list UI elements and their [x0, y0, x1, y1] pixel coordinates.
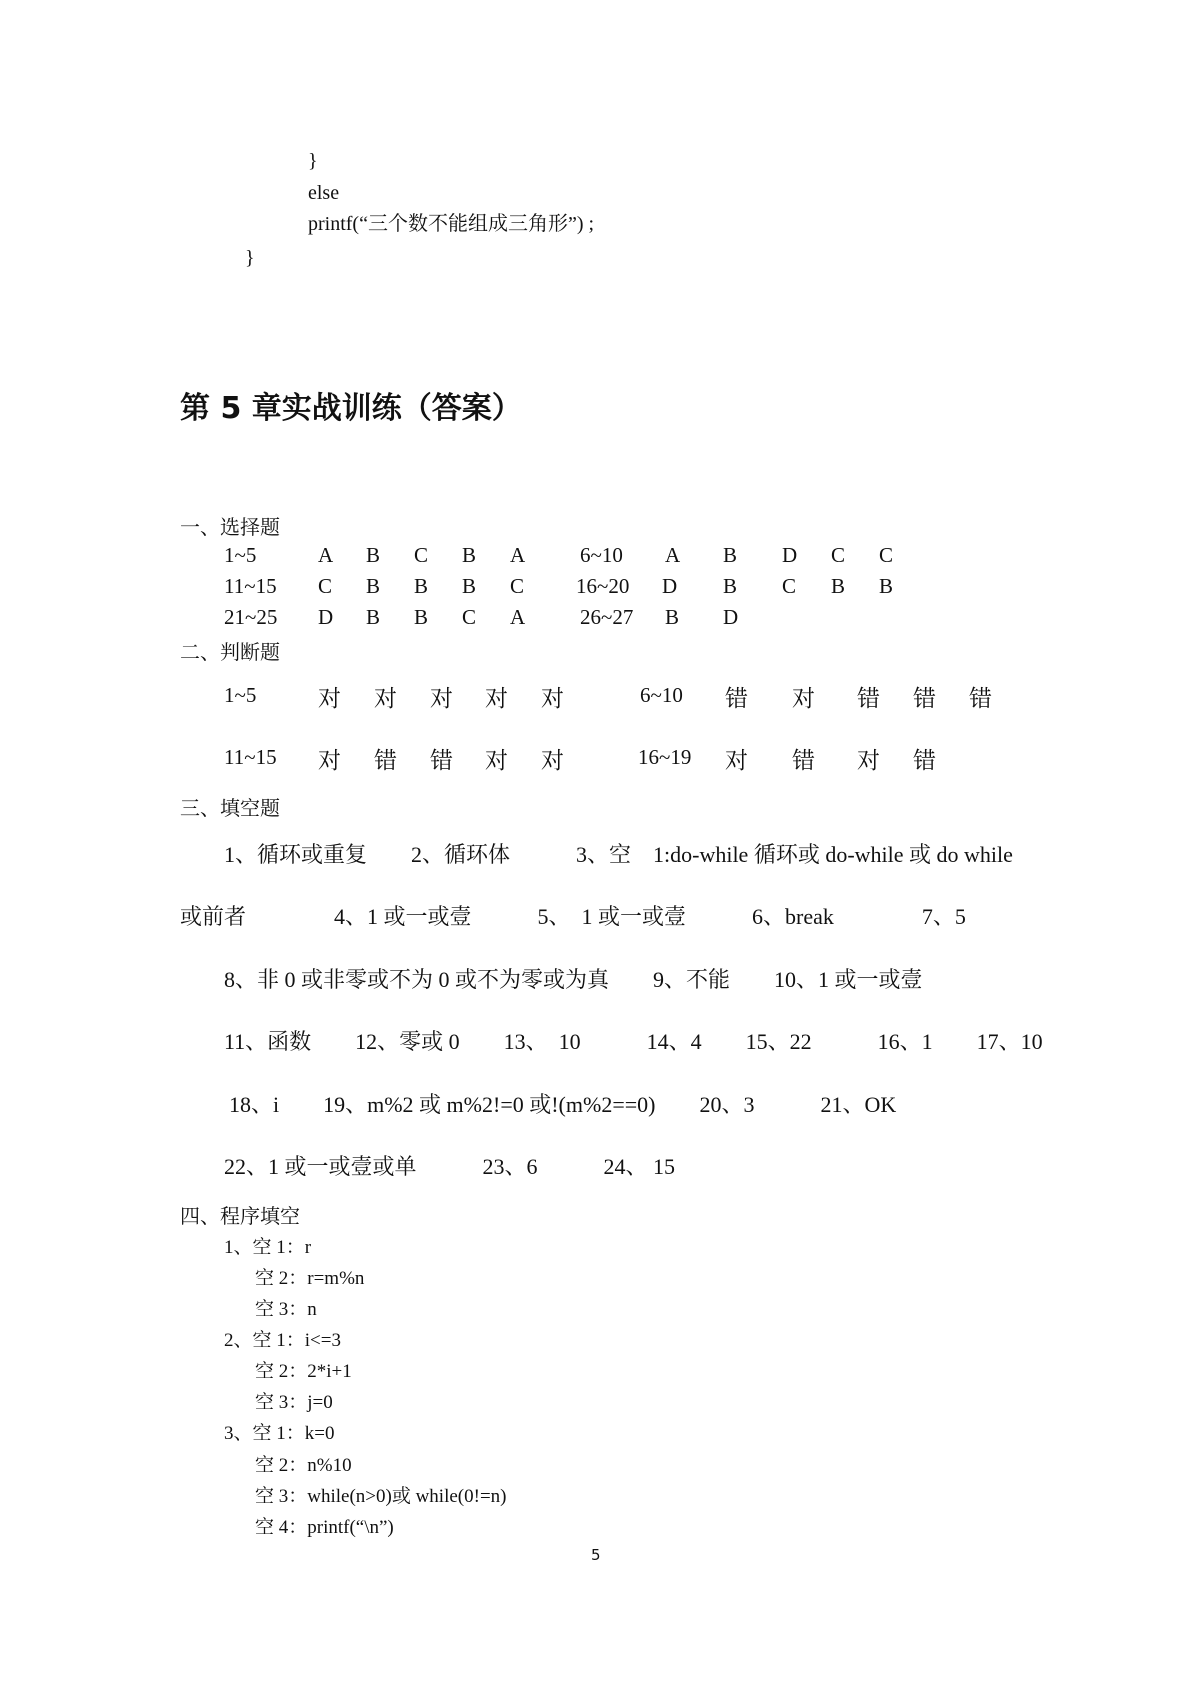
program-line: 空 3：j=0: [255, 1392, 333, 1413]
choice-answer: D: [782, 543, 798, 567]
judge-answer: 错: [913, 686, 936, 711]
judge-answer: 对: [485, 748, 508, 773]
program-line: 3、空 1：k=0: [224, 1423, 335, 1444]
choice-answer: A: [665, 543, 681, 567]
choice-answer: B: [831, 574, 846, 598]
program-line: 1、空 1：r: [224, 1237, 312, 1258]
choice-range: 11~15: [224, 574, 277, 598]
judge-answer: 对: [318, 686, 341, 711]
program-heading: 四、程序填空: [180, 1206, 300, 1228]
judge-answer: 对: [541, 686, 564, 711]
choice-answer: B: [879, 574, 894, 598]
judge-heading: 二、判断题: [180, 642, 280, 664]
choice-answer: B: [723, 543, 738, 567]
choice-answer: C: [879, 543, 894, 567]
choice-answer: A: [318, 543, 334, 567]
program-line: 空 3：while(n>0)或 while(0!=n): [255, 1486, 507, 1507]
judge-answer: 错: [913, 748, 936, 773]
judge-range: 1~5: [224, 683, 257, 707]
choice-range: 16~20: [576, 574, 630, 598]
judge-answer: 对: [485, 686, 508, 711]
choice-answer: C: [318, 574, 333, 598]
program-line: 空 4：printf(“\n”): [255, 1517, 394, 1538]
judge-answer: 对: [725, 748, 748, 773]
judge-answer: 错: [725, 686, 748, 711]
fill-line: 22、1 或一或壹或单 23、6 24、 15: [224, 1154, 676, 1179]
code-line-brace: }: [308, 150, 318, 172]
fill-line: 或前者 4、1 或一或壹 5、 1 或一或壹 6、break 7、5: [180, 904, 966, 929]
choice-answer: C: [414, 543, 429, 567]
choice-answer: C: [462, 605, 477, 629]
fill-heading: 三、填空题: [180, 798, 280, 820]
judge-answer: 对: [541, 748, 564, 773]
judge-answer: 对: [430, 686, 453, 711]
program-line: 空 3：n: [255, 1299, 317, 1320]
choice-answer: D: [723, 605, 739, 629]
judge-range: 16~19: [638, 745, 692, 769]
judge-range: 6~10: [640, 683, 683, 707]
choice-answer: B: [414, 574, 429, 598]
judge-answer: 对: [318, 748, 341, 773]
judge-answer: 对: [857, 748, 880, 773]
choice-heading: 一、选择题: [180, 517, 280, 539]
program-line: 空 2：r=m%n: [255, 1268, 365, 1289]
fill-line: 11、函数 12、零或 0 13、 10 14、4 15、22 16、1 17、10: [224, 1029, 1043, 1054]
choice-range: 21~25: [224, 605, 278, 629]
fill-line: 1、循环或重复 2、循环体 3、空 1:do-while 循环或 do-while 或 do while: [224, 842, 1013, 867]
fill-line: 18、i 19、m%2 或 m%2!=0 或!(m%2==0) 20、3 21、OK: [229, 1092, 897, 1117]
choice-answer: D: [318, 605, 334, 629]
code-line-printf: printf(“三个数不能组成三角形”) ;: [308, 213, 595, 235]
choice-answer: B: [366, 574, 381, 598]
choice-answer: A: [510, 605, 526, 629]
choice-answer: D: [662, 574, 678, 598]
choice-answer: C: [782, 574, 797, 598]
code-line-else: else: [308, 182, 340, 204]
judge-range: 11~15: [224, 745, 277, 769]
choice-range: 1~5: [224, 543, 257, 567]
choice-answer: B: [462, 574, 477, 598]
choice-answer: B: [723, 574, 738, 598]
choice-answer: C: [831, 543, 846, 567]
judge-answer: 对: [792, 686, 815, 711]
judge-answer: 对: [374, 686, 397, 711]
choice-answer: B: [366, 605, 381, 629]
judge-answer: 错: [857, 686, 880, 711]
page-number: 5: [591, 1546, 601, 1564]
program-line: 2、空 1：i<=3: [224, 1330, 341, 1351]
choice-answer: C: [510, 574, 525, 598]
choice-answer: B: [665, 605, 680, 629]
choice-answer: B: [366, 543, 381, 567]
fill-line: 8、非 0 或非零或不为 0 或不为零或为真 9、不能 10、1 或一或壹: [224, 967, 923, 992]
judge-answer: 错: [430, 748, 453, 773]
chapter-title: 第 5 章实战训练（答案）: [180, 391, 522, 426]
choice-range: 26~27: [580, 605, 634, 629]
choice-answer: B: [462, 543, 477, 567]
judge-answer: 错: [969, 686, 992, 711]
judge-answer: 错: [792, 748, 815, 773]
choice-answer: A: [510, 543, 526, 567]
judge-answer: 错: [374, 748, 397, 773]
program-line: 空 2：2*i+1: [255, 1361, 352, 1382]
program-line: 空 2：n%10: [255, 1455, 352, 1476]
code-line-close-brace: }: [245, 247, 255, 269]
choice-range: 6~10: [580, 543, 623, 567]
choice-answer: B: [414, 605, 429, 629]
